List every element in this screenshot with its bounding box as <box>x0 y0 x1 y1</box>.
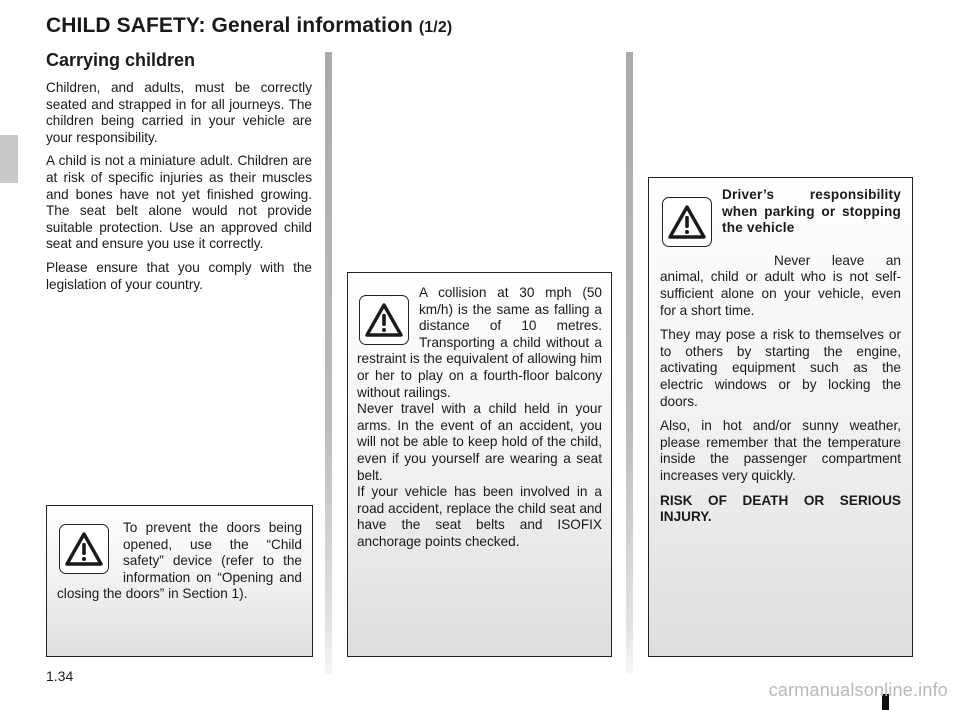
page-title-text: CHILD SAFETY: General information <box>46 14 413 37</box>
warning-box-child-safety-doors <box>46 505 313 657</box>
warning-box-collision <box>347 272 612 657</box>
warning-text: Never travel with a child held in your arms. In the event of an accident, you will not be able to keep hold of the child, even if you yourself are wearing a seat belt. <box>357 401 602 483</box>
warning-text: They may pose a risk to themselves or to others by starting the engine, activating equipment such as the electric windows or by locking the doors. <box>660 327 901 409</box>
warning-box-driver-responsibility <box>648 177 913 657</box>
warning-emphasis: RISK OF DEATH OR SERIOUS INJURY. <box>660 492 901 525</box>
warning-triangle-icon <box>359 295 409 345</box>
warning-triangle-icon <box>59 524 109 574</box>
warning-text: Never leave an animal, child or adult who is not self-sufficient alone on your vehicle, even for a short time. <box>660 252 901 318</box>
warning-text: A collision at 30 mph (50 km/h) is the same as falling a distance of 10 metres. Transporting a child without a restraint is the equivalent of allowing him or her to play on a fourth-floor balcony without railings. <box>357 285 602 400</box>
column-divider-left <box>325 52 332 674</box>
section-tab-marker <box>0 135 18 183</box>
column-divider-right <box>626 52 633 674</box>
warning-triangle-icon <box>662 197 712 247</box>
site-watermark: carmanualsonline.info <box>768 680 948 700</box>
warning-text: Also, in hot and/or sunny weather, please remember that the temperature inside the passenger compartment increases very quickly. <box>660 418 901 483</box>
body-paragraph: A child is not a miniature adult. Children are at risk of specific injuries as their muscles and bones have not yet finished growing. The seat belt alone would not provide suitable protection. Use an approved child seat and ensure you use it correctly. <box>46 153 312 252</box>
section-heading: Carrying children <box>46 50 196 70</box>
section-body <box>46 80 312 300</box>
warning-text: If your vehicle has been involved in a road accident, replace the child seat and have the seat belts and ISOFIX anchorage points checked. <box>357 484 602 549</box>
page-title <box>46 14 452 38</box>
warning-text-first <box>660 253 901 319</box>
body-paragraph: Please ensure that you comply with the legislation of your country. <box>46 259 312 292</box>
page-part-indicator: (1/2) <box>418 19 453 36</box>
body-paragraph: Children, and adults, must be correctly seated and strapped in for all journeys. The children being carried in your vehicle are your responsibility. <box>46 80 312 145</box>
page-number: 1.34 <box>46 668 74 684</box>
warning-heading: Driver’s responsibility when parking or stopping the vehicle <box>722 187 901 236</box>
warning-text: To prevent the doors being opened, use the “Child safety” device (refer to the information on “Opening and closing the doors” in Section 1). <box>57 520 302 602</box>
